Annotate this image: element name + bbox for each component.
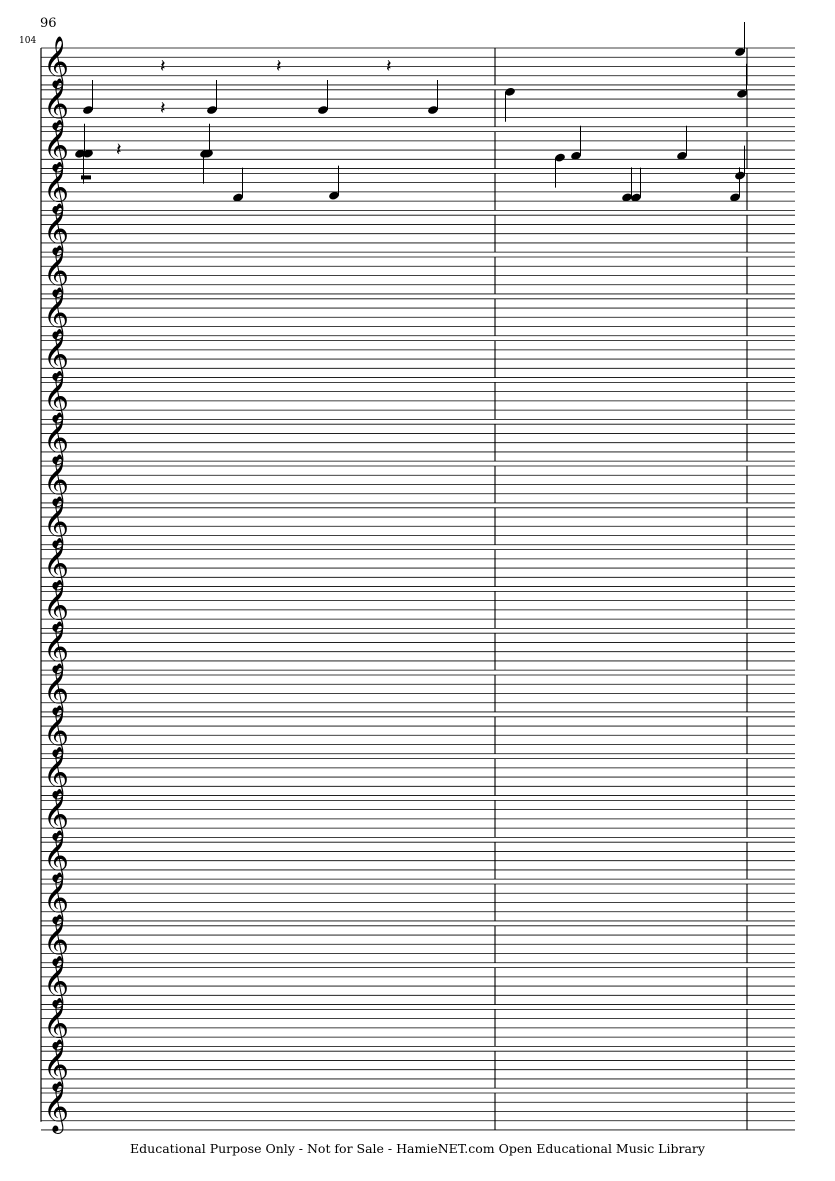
treble-clef: 𝄞 bbox=[43, 1039, 70, 1091]
treble-clef: 𝄞 bbox=[43, 788, 70, 840]
treble-clef: 𝄞 bbox=[43, 495, 70, 547]
measure-number: 104 bbox=[19, 36, 37, 46]
treble-clef: 𝄞 bbox=[43, 77, 70, 129]
page-number: 96 bbox=[40, 16, 57, 31]
rest: 𝄽 bbox=[276, 56, 282, 77]
rest bbox=[81, 175, 91, 179]
treble-clef: 𝄞 bbox=[43, 913, 70, 965]
treble-clef: 𝄞 bbox=[43, 579, 70, 631]
treble-clef: 𝄞 bbox=[43, 997, 70, 1049]
treble-clef: 𝄞 bbox=[43, 370, 70, 422]
rest: 𝄽 bbox=[116, 139, 122, 161]
treble-clef: 𝄞 bbox=[43, 245, 70, 296]
treble-clef: 𝄞 bbox=[43, 454, 70, 505]
treble-clef: 𝄞 bbox=[43, 537, 70, 589]
treble-clef: 𝄞 bbox=[43, 621, 70, 673]
treble-clef: 𝄞 bbox=[43, 328, 70, 380]
treble-clef: 𝄞 bbox=[43, 663, 70, 714]
treble-clef: 𝄞 bbox=[43, 36, 70, 87]
treble-clef: 𝄞 bbox=[43, 830, 70, 882]
treble-clef: 𝄞 bbox=[43, 412, 70, 464]
treble-clef: 𝄞 bbox=[43, 1081, 70, 1132]
rest: 𝄽 bbox=[386, 56, 392, 77]
treble-clef: 𝄞 bbox=[43, 746, 70, 798]
rest: 𝄽 bbox=[160, 56, 166, 77]
rest: 𝄽 bbox=[160, 97, 166, 119]
treble-clef: 𝄞 bbox=[43, 119, 70, 171]
treble-clef: 𝄞 bbox=[43, 955, 70, 1007]
footer-text: Educational Purpose Only - Not for Sale - HamieNET.com Open Educational Music Library bbox=[130, 1141, 705, 1156]
treble-clef: 𝄞 bbox=[43, 203, 70, 255]
treble-clef: 𝄞 bbox=[43, 161, 70, 213]
treble-clef: 𝄞 bbox=[43, 872, 70, 923]
treble-clef: 𝄞 bbox=[43, 286, 70, 338]
treble-clef: 𝄞 bbox=[43, 704, 70, 756]
